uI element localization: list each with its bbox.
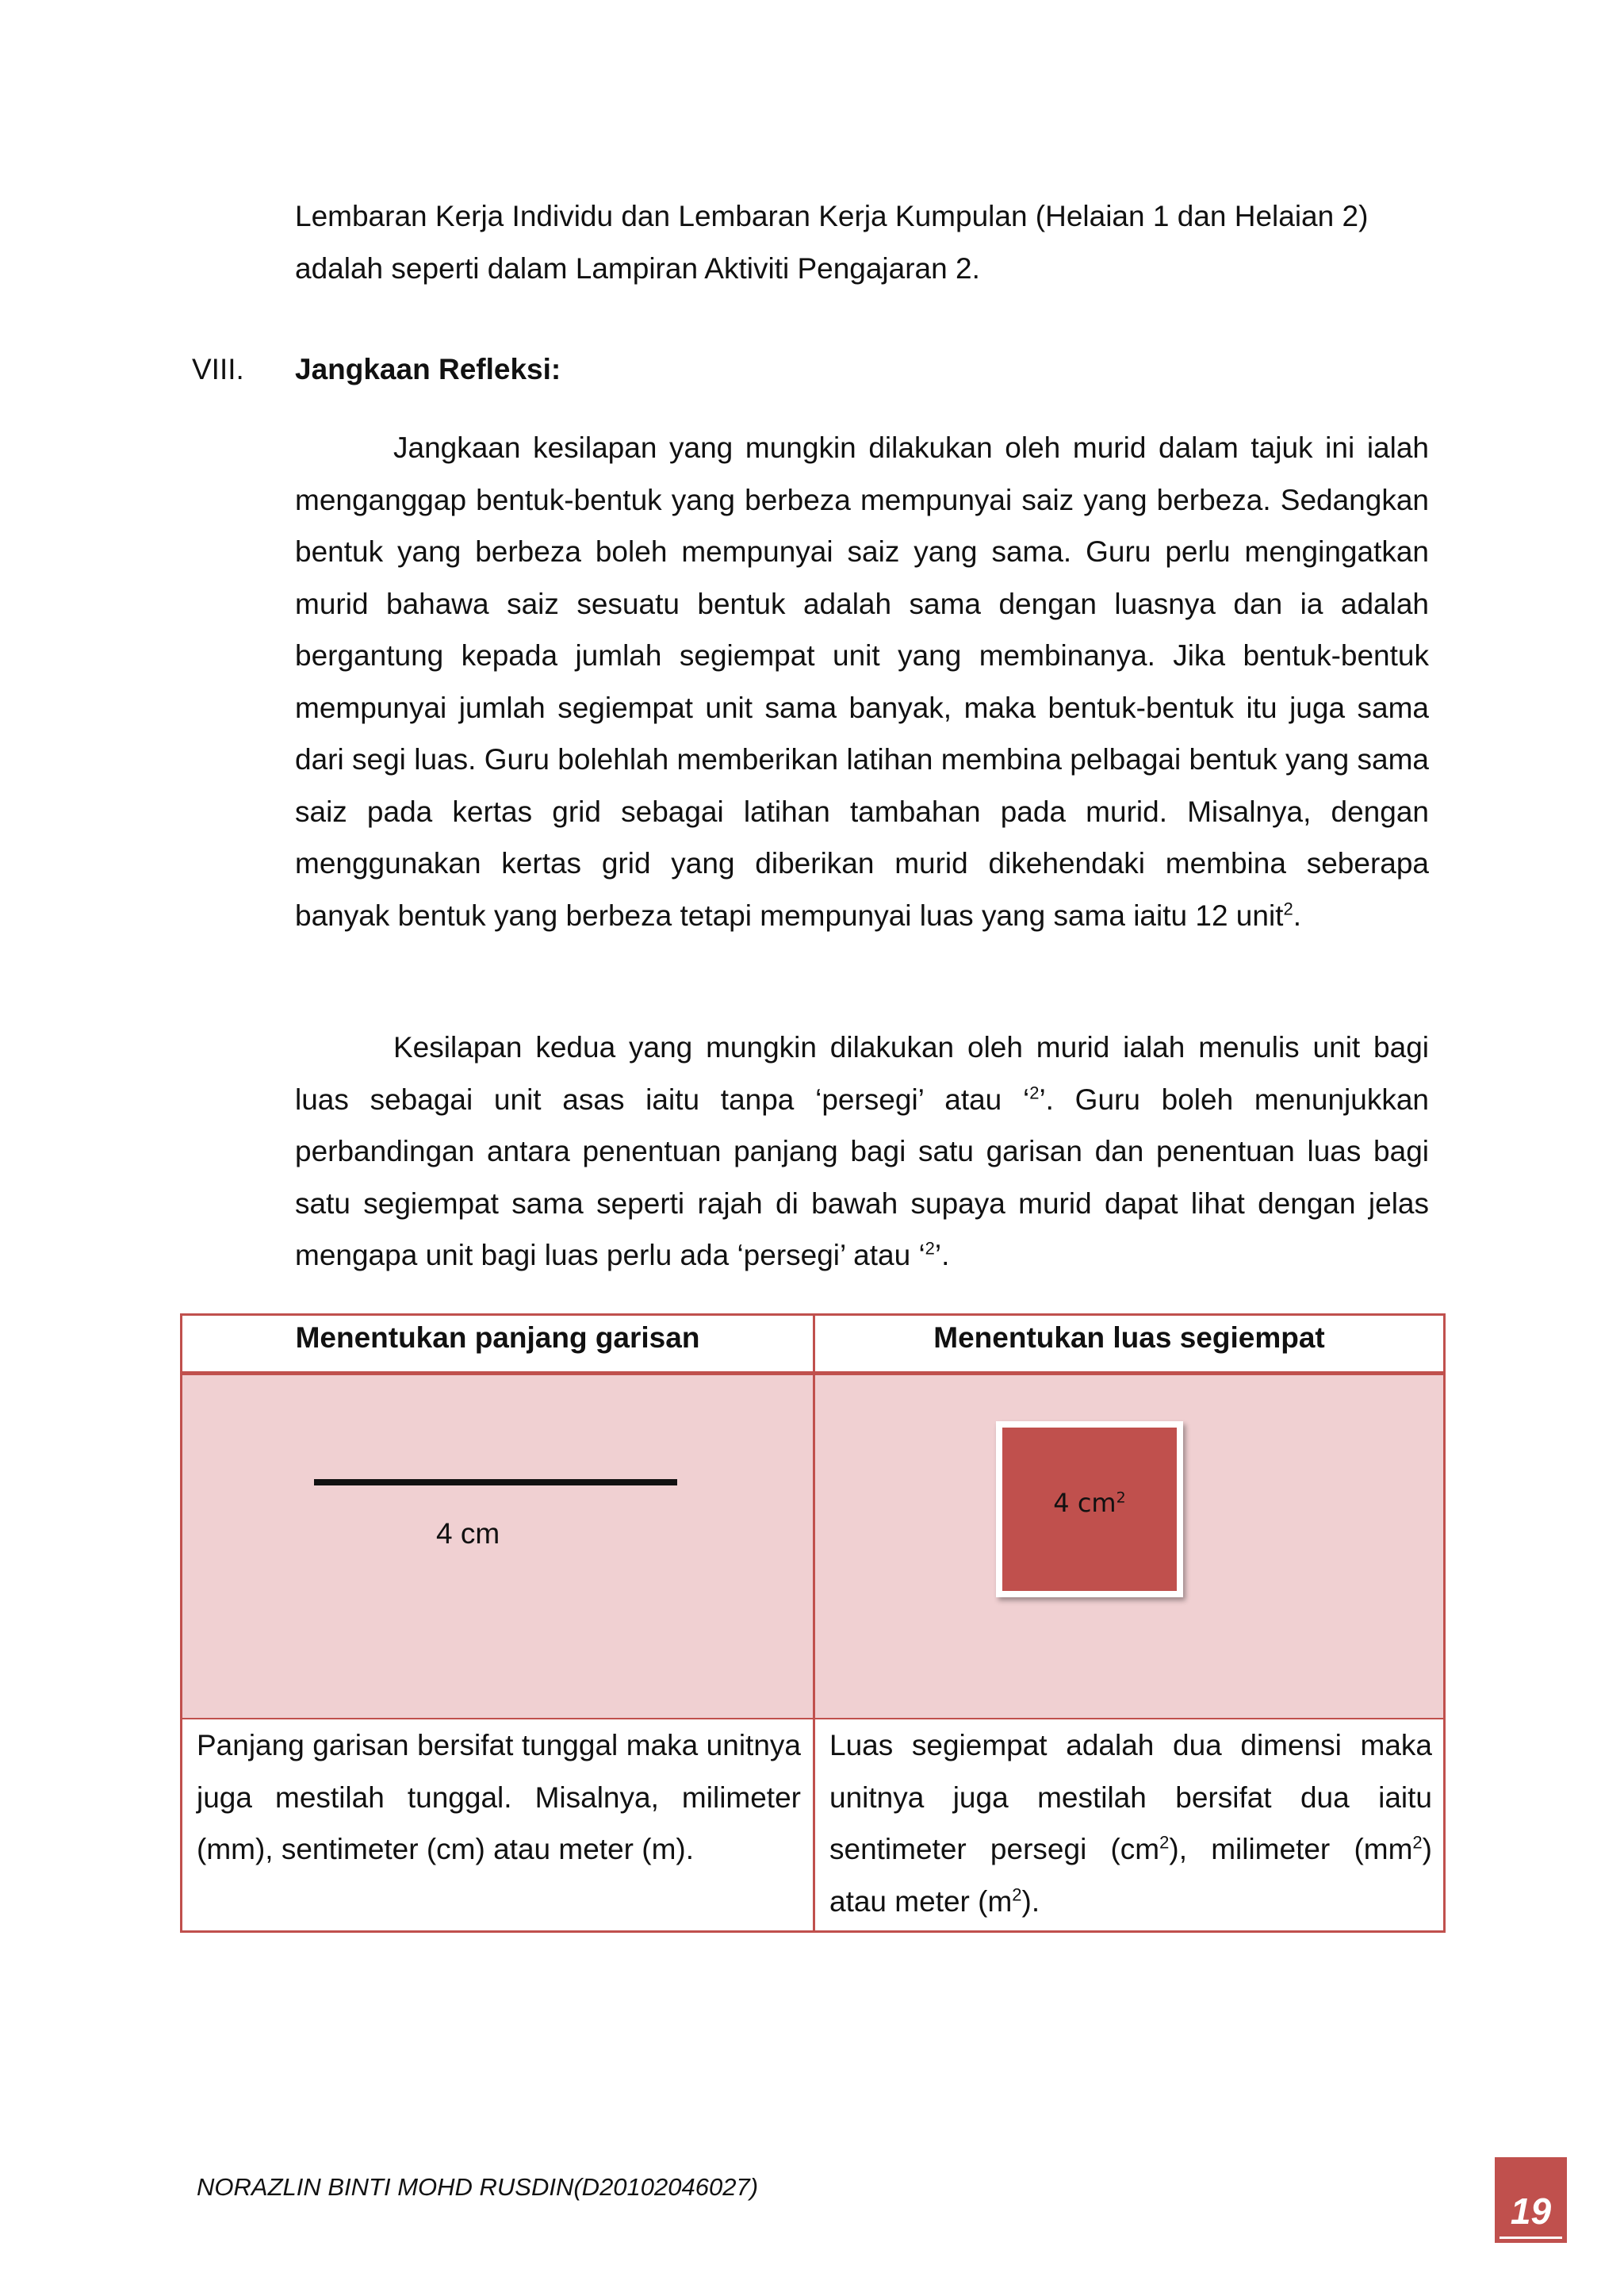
column-divider	[813, 1316, 815, 1930]
paragraph-reflection-2	[295, 1022, 1429, 1282]
page-number-underline	[1500, 2237, 1562, 2239]
area-text-c: ) atau meter (m	[829, 1833, 1432, 1918]
paragraph-1-end: .	[1293, 899, 1301, 932]
area-text-a: Luas segiempat adalah dua dimensi maka unitnya juga mestilah bersifat dua iaitu sentimeter persegi (cm	[829, 1729, 1432, 1865]
paragraph-1-text: Jangkaan kesilapan yang mungkin dilakukan oleh murid dalam tajuk ini ialah menganggap bentuk-bentuk yang berbeza mempunyai saiz yang berbeza. Sedangkan bentuk yang berbeza boleh mempunyai saiz yang sama. Guru perlu mengingatkan murid bahawa saiz sesuatu bentuk adalah sama dengan luasnya dan ia adalah bergantung kepada jumlah segiempat unit yang membinanya. Jika bentuk-bentuk mempunyai jumlah segiempat unit sama banyak, maka bentuk-bentuk itu juga sama dari segi luas. Guru bolehlah memberikan latihan membina pelbagai bentuk yang sama saiz pada kertas grid sebagai latihan tambahan pada murid. Misalnya, dengan menggunakan kertas grid yang diberikan murid dikehendaki membina seberapa banyak bentuk yang berbeza tetapi mempunyai luas yang sama iaitu 12 unit	[295, 431, 1429, 932]
superscript: 2	[1412, 1832, 1423, 1853]
line-segment-figure	[314, 1479, 677, 1485]
superscript: 2	[1029, 1083, 1040, 1103]
area-text-b: ), milimeter (mm	[1169, 1833, 1413, 1865]
line-length-label: 4 cm	[436, 1517, 500, 1550]
area-text-d: ).	[1021, 1884, 1040, 1918]
page-number-box	[1495, 2157, 1567, 2243]
comparison-table	[180, 1313, 1446, 1933]
superscript: 2	[1159, 1832, 1170, 1853]
superscript: 2	[925, 1238, 935, 1259]
header-length: Menentukan panjang garisan	[295, 1321, 700, 1354]
area-explanation	[829, 1719, 1432, 1927]
square-fill	[1002, 1428, 1177, 1591]
length-explanation: Panjang garisan bersifat tunggal maka unitnya juga mestilah tunggal. Misalnya, milimeter (mm), sentimeter (cm) atau meter (m).	[197, 1729, 801, 1865]
square-figure	[996, 1421, 1183, 1597]
area-illustration-cell	[815, 1375, 1443, 1718]
section-number: VIII.	[192, 353, 244, 385]
header-area: Menentukan luas segiempat	[933, 1321, 1325, 1354]
footer-author: NORAZLIN BINTI MOHD RUSDIN(D20102046027)	[197, 2173, 759, 2201]
section-title: Jangkaan Refleksi:	[295, 353, 561, 385]
paragraph-2-part-2: ’. Guru boleh menunjukkan perbandingan antara penentuan panjang bagi satu garisan dan penentuan luas bagi satu segiempat sama seperti rajah di bawah supaya murid dapat lihat dengan jelas mengapa unit bagi luas perlu ada ‘persegi’ atau ‘	[295, 1083, 1429, 1271]
superscript: 2	[1012, 1884, 1022, 1905]
paragraph-reflection-1	[295, 422, 1429, 941]
paragraph-2-part-3: ’.	[934, 1239, 950, 1271]
intro-line-2: adalah seperti dalam Lampiran Aktiviti Pengajaran 2.	[295, 251, 980, 285]
intro-paragraph	[295, 190, 1429, 294]
page-number: 19	[1510, 2191, 1552, 2232]
square-label-text: 4 cm	[1053, 1488, 1116, 1518]
superscript: 2	[1283, 899, 1293, 919]
square-area-label	[1002, 1488, 1177, 1518]
paragraph-2-part-1: Kesilapan kedua yang mungkin dilakukan oleh murid ialah menulis unit bagi luas sebagai unit asas iaitu tanpa ‘persegi’ atau ‘	[295, 1031, 1429, 1116]
length-illustration-cell	[182, 1375, 813, 1718]
superscript: 2	[1116, 1489, 1126, 1507]
intro-line-1: Lembaran Kerja Individu dan Lembaran Kerja Kumpulan (Helaian 1 dan Helaian 2)	[295, 200, 1369, 232]
